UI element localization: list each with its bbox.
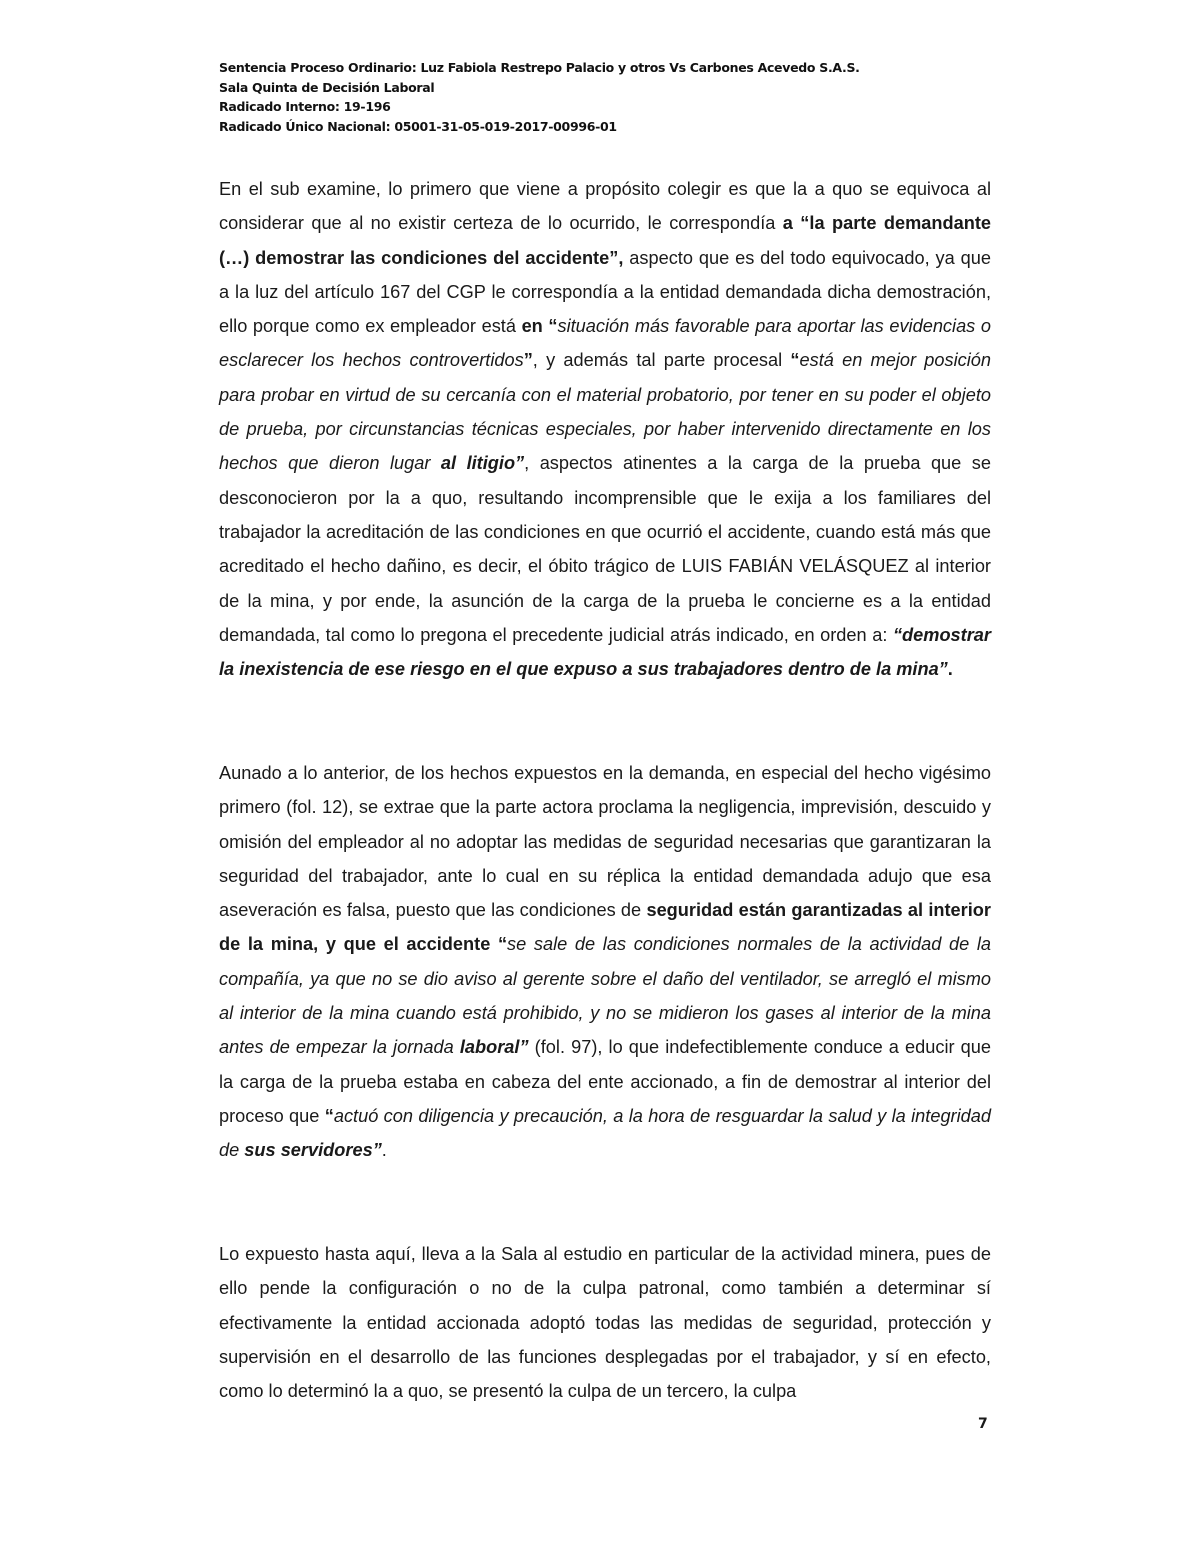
page-number: 7 <box>978 1416 988 1432</box>
text-segment: laboral” <box>459 1037 529 1058</box>
text-segment: situación más favorable para aportar las evidencias o esclarecer los hechos controvertidos <box>219 316 991 371</box>
text-segment: al litigio” <box>440 453 525 474</box>
text-segment: En el sub examine, lo primero que viene a propósito colegir es que la a quo se equivoca al considerar que al no existir certeza de lo ocurrido, le correspondía <box>219 179 991 234</box>
text-segment: (fol. 97), lo que indefectiblemente conduce a educir que la carga de la prueba estaba en cabeza del ente accionado, a fin de demostrar al interior del proceso que <box>219 1037 991 1126</box>
header-internal-filing: Radicado Interno: 19-196 <box>219 99 391 114</box>
text-segment: “ <box>790 350 800 371</box>
text-segment: Aunado a lo anterior, de los hechos expuestos en la demanda, en especial del hecho vigésimo primero (fol. 12), se extrae que la parte actora proclama la negligencia, imprevisión, descuido y omisión del empleador al no adoptar las medidas de seguridad necesarias que garantizaran la seguridad del trabajador, ante lo cual en su réplica la entidad demandada adujo que esa aseveración es falsa, puesto que las condiciones de <box>219 763 991 921</box>
text-segment: se sale de las condiciones normales de la actividad de la compañía, ya que no se dio aviso al gerente sobre el daño del ventilador, se arregló el mismo al interior de la mina cuando está prohibido, y no se midieron los gases al interior de la mina antes de empezar la jornada <box>219 934 991 1058</box>
text-segment: ” <box>523 350 533 371</box>
text-segment: seguridad están garantizadas al interior de la mina, y que el accidente “ <box>219 900 991 955</box>
text-segment: a “la parte demandante (…) demostrar las condiciones del accidente”, <box>219 213 991 268</box>
text-segment: actuó con diligencia y precaución, a la hora de resguardar la salud y la integridad de <box>219 1105 991 1161</box>
text-segment: está en mejor posición para probar en virtud de su cercanía con el material probatorio, por tener en su poder el objeto de prueba, por circunstancias técnicas especiales, por haber intervenido directamente en los hechos que dieron lugar <box>219 350 991 474</box>
text-segment: aspecto que es del todo equivocado, ya que a la luz del artículo 167 del CGP le correspondía a la entidad demandada dicha demostración, ello porque como ex empleador está <box>219 247 991 337</box>
body-paragraph-3 <box>219 1237 991 1408</box>
body-paragraph-2 <box>219 756 991 1168</box>
header-chamber: Sala Quinta de Decisión Laboral <box>219 79 435 95</box>
text-segment: en “ <box>521 316 558 337</box>
body-paragraph-1 <box>219 172 991 686</box>
text-segment: “demostrar la inexistencia de ese riesgo en el que expuso a sus trabajadores dentro de la mina” <box>219 624 991 680</box>
text-segment: , aspectos atinentes a la carga de la prueba que se desconocieron por la a quo, resultando incomprensible que le exija a los familiares del trabajador la acreditación de las condiciones en que ocurrió el accidente, cuando está más que acreditado el hecho dañino, es decir, el óbito trágico de LUIS FABIÁN VELÁSQUEZ al interior de la mina, y por ende, la asunción de la carga de la prueba le concierne es a la entidad demandada, tal como lo pregona el precedente judicial atrás indicado, en orden a: <box>219 453 991 645</box>
header-case-title: Sentencia Proceso Ordinario: Luz Fabiola Restrepo Palacio y otros Vs Carbones Acevedo S.A.S. <box>219 60 860 75</box>
header-national-filing: Radicado Único Nacional: 05001-31-05-019-2017-00996-01 <box>219 118 617 134</box>
text-segment: . <box>381 1140 387 1161</box>
text-segment: Lo expuesto hasta aquí, lleva a la Sala al estudio en particular de la actividad minera, pues de ello pende la configuración o no de la culpa patronal, como también a determinar sí efectivamente la entidad accionada adoptó todas las medidas de seguridad, protección y supervisión en el desarrollo de las funciones desplegadas por el trabajador, y sí en efecto, como lo determinó la a quo, se presentó la culpa de un tercero, la culpa <box>219 1244 991 1402</box>
text-segment: , y además tal parte procesal <box>532 350 791 371</box>
text-segment: “ <box>324 1105 334 1126</box>
document-header <box>219 58 999 136</box>
text-segment: . <box>947 659 953 680</box>
text-segment: sus servidores” <box>244 1140 382 1161</box>
